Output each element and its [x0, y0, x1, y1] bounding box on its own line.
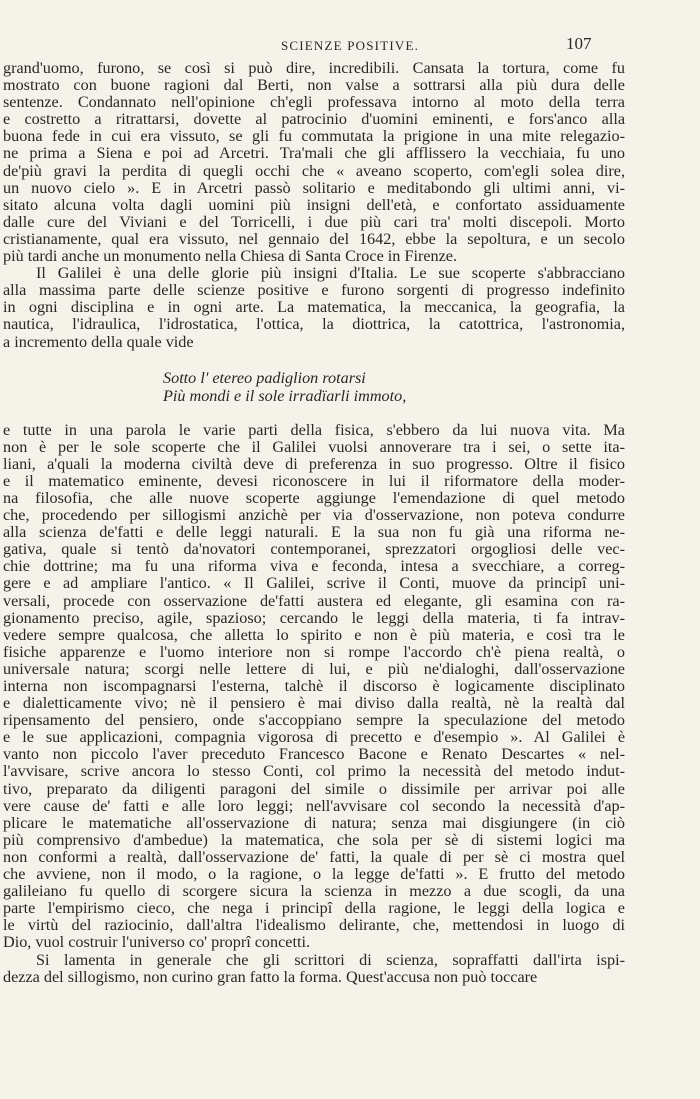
text-line: più comprensivo d'ambedue) la matematica, che sola per sè di sistemi logici ma — [3, 830, 625, 849]
text-line: ripensamento del pensiero, onde s'accoppiano sempre la speculazione del metodo — [3, 711, 625, 730]
text-line: ne prima a Siena e poi ad Arcetri. Tra'mali che gli afflissero la vecchiaia, fu uno — [3, 144, 625, 163]
text-line: interna non iscompagnarsi l'esterna, talchè il discorso è logicamente disciplinato — [3, 677, 625, 695]
text-line: non conformi a realtà, dall'osservazione de' fatti, la quale di per sè ci mostra quel — [3, 847, 625, 866]
page-number: 107 — [566, 34, 592, 53]
text-line: e il matematico eminente, devesi riconoscere in lui il riformatore della moder- — [3, 471, 625, 490]
text-line: na filosofia, che alle nuove scoperte aggiunge l'emendazione di quel metodo — [3, 488, 625, 507]
text-line: dezza del sillogismo, non curino gran fatto la forma. Quest'accusa non può toccare — [3, 967, 538, 986]
text-line: gere e ad ampliare l'antico. « Il Galilei, scrive il Conti, muove da principî uni- — [3, 574, 625, 593]
text-line: e dialetticamente vivo; nè il pensiero è mai diviso dalla realtà, nè la realtà dal — [3, 694, 625, 713]
paragraph — [3, 60, 625, 265]
text-line: alla scienza de'fatti e delle leggi naturali. E la sua non fu già una riforma ne- — [3, 523, 625, 542]
text-line: più tardi anche un monumento nella Chiesa di Santa Croce in Firenze. — [3, 247, 458, 266]
text-line: vedere sempre qualcosa, che alletta lo spirito e non è più materia, e così tra le — [3, 625, 625, 644]
text-line: le virtù del raziocinio, dall'altra l'idealismo delirante, che, mettendosi in luogo di — [3, 916, 625, 935]
text-line: cristianamente, qual era vissuto, nel gennaio del 1642, ebbe la sepoltura, e un secolo — [3, 229, 625, 248]
text-line: alla massima parte delle scienze positive e furono sorgenti di progresso indefinito — [3, 281, 625, 300]
verse-quotation — [163, 369, 625, 405]
paragraph — [3, 265, 625, 350]
text-line: gionamento preciso, agile, spazioso; cercando le leggi della materia, ti fa intrav- — [3, 608, 625, 627]
text-line: buona fede in cui era vissuto, se gli fu commutata la prigione in una mite relegazio- — [3, 127, 625, 146]
verse-line: Sotto l' etereo padiglion rotarsi — [163, 368, 366, 387]
body-text — [3, 60, 625, 986]
text-line: e tutte in una parola le varie parti della fisica, s'ebbero da lui nuova vita. Ma — [3, 420, 625, 439]
text-line: un nuovo cielo ». E in Arcetri passò solitario e meditabondo gli ultimi anni, vi- — [3, 178, 625, 197]
text-line: versali, procede con osservazione de'fatti austera ed elegante, gli esamina con ra- — [3, 591, 625, 610]
text-line: fisiche apparenze e l'uomo interiore non si rompe l'accordo ch'è piena realtà, o — [3, 642, 625, 661]
text-line: vanto non piccolo l'aver preceduto Francesco Bacone e Renato Descartes « nel- — [3, 745, 625, 764]
running-title: SCIENZE POSITIVE. — [280, 38, 420, 53]
text-line: galileiano fu quello di scorgere sicura la scienza in mezzo a due scogli, da una — [3, 882, 625, 901]
text-line: l'avvisare, scrive ancora lo stesso Conti, col primo la necessità del metodo indut- — [3, 762, 625, 781]
text-line: vere cause de' fatti e alle loro leggi; nell'avvisare col secondo la necessità d'ap- — [3, 796, 625, 815]
paragraph — [3, 422, 625, 952]
text-line: non è per le sole scoperte che il Galilei vuolsi annoverare tra i sei, o sette ita- — [3, 437, 625, 456]
text-line: gativa, quale si tentò da'novatori contemporanei, sprezzatori orgogliosi delle vec- — [3, 540, 625, 559]
text-line: e costretto a ritrattarsi, dovette al patrocinio d'uomini eminenti, e fors'anco alla — [3, 110, 625, 129]
page-header — [0, 34, 700, 58]
text-line: che, procedendo per sillogismi anzichè per via d'osservazione, non poteva condurre — [3, 506, 625, 525]
text-line: in ogni disciplina e in ogni arte. La matematica, la meccanica, la geografia, la — [3, 298, 625, 317]
text-line: Si lamenta in generale che gli scrittori di scienza, sopraffatti dall'irta ispi- — [36, 950, 625, 969]
text-line: Il Galilei è una delle glorie più insigni d'Italia. Le sue scoperte s'abbracciano — [36, 264, 625, 283]
text-line: sitato alcuna volta dagli uomini più insigni dell'età, e confortato assiduamente — [3, 195, 625, 214]
text-line: mostrato con buone ragioni dal Berti, non valse a sottrarsi alla più dura delle — [3, 76, 625, 95]
paragraph — [3, 952, 625, 986]
text-line: e le sue applicazioni, compagnia vigorosa di precetto e d'esempio ». Al Galilei è — [3, 728, 625, 747]
verse-line: Più mondi e il sole irradïarli immoto, — [163, 386, 407, 405]
text-line: nautica, l'idraulica, l'idrostatica, l'ottica, la diottrica, la catottrica, l'astronomia, — [3, 315, 625, 334]
text-line: tivo, preparato da diligenti paragoni del simile o dissimile per arrivar poi alle — [3, 779, 625, 798]
text-line: dalle cure del Viviani e del Torricelli, i due più cari tra' molti discepoli. Morto — [3, 212, 625, 231]
text-line: plicare le matematiche all'osservazione di natura; senza mai disgiungere (in ciò — [3, 813, 625, 832]
text-line: Dio, vuol costruir l'universo co' proprî concetti. — [3, 933, 311, 952]
text-line: sentenze. Condannato nell'opinione ch'egli professava intorno al moto della terra — [3, 93, 625, 112]
text-line: grand'uomo, furono, se così si può dire, incredibili. Cansata la tortura, come fu — [3, 59, 625, 77]
text-line: chie dottrine; ma fu una riforma viva e feconda, intesa a svecchiare, a correg- — [3, 557, 625, 576]
text-line: che avviene, non il modo, o la ragione, o la legge de'fatti ». E frutto del metodo — [3, 865, 625, 884]
text-line: a incremento della quale vide — [3, 332, 194, 351]
text-line: parte l'empirismo cieco, che nega i principî della ragione, le leggi della logica e — [3, 899, 625, 918]
text-line: liani, a'quali la moderna civiltà deve di preferenza in suo progresso. Oltre il fisico — [3, 454, 625, 473]
text-line: universale natura; scorgi nelle lettere di lui, e più ne'dialoghi, dall'osservazione — [3, 659, 625, 678]
text-line: de'più gravi la perdita di quegli occhi che « aveano scoperto, com'egli solea dire, — [3, 161, 625, 180]
